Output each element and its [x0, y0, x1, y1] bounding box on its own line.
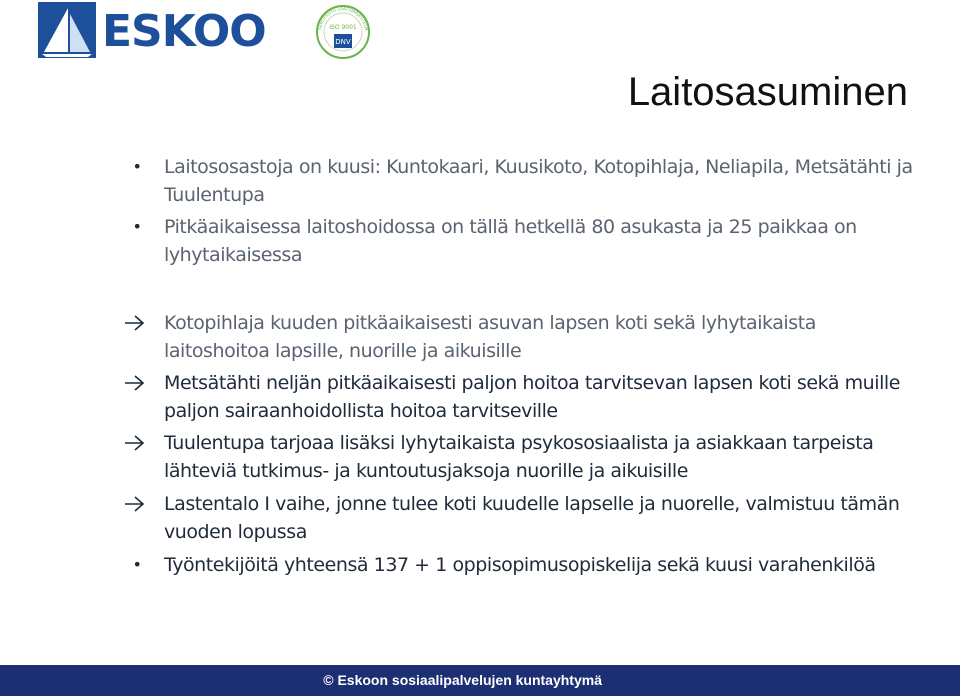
slide-title: Laitosasuminen: [627, 70, 908, 114]
right-arrow-icon: [124, 309, 146, 332]
bullet-text: Tuulentupa tarjoaa lisäksi lyhytaikaista psykososiaalista ja asiakkaan tarpeista lähteviä tutkimus- ja kuntoutusjaksoja nuorille ja aikuisille: [164, 432, 874, 482]
bullet-item: [132, 153, 924, 209]
cert-text: SERTIFIOITU LAATUJÄRJESTELM: [317, 5, 369, 31]
eskoo-logo: [38, 2, 266, 60]
arrow-item: [164, 429, 924, 485]
bullet-text: Työntekijöitä yhteensä 137 + 1 oppisopimusopiskelija sekä kuusi varahenkilöä: [164, 554, 876, 576]
brand-name: ESKOO: [102, 6, 266, 57]
bullet-text: Kotopihlaja kuuden pitkäaikaisesti asuvan lapsen koti sekä lyhytaikaista laitoshoitoa lapsille, nuorille ja aikuisille: [164, 312, 816, 362]
cert-org: DNV: [335, 38, 351, 46]
bullet-dot-icon: •: [132, 217, 142, 236]
bullet-text: Pitkäaikaisessa laitoshoidossa on tällä hetkellä 80 asukasta ja 25 paikkaa on lyhytaikaisessa: [164, 216, 857, 266]
bullet-text: Laitososastoja on kuusi: Kuntokaari, Kuusikoto, Kotopihlaja, Neliapila, Metsätähti ja Tuulentupa: [164, 156, 913, 206]
certification-badge-icon: [312, 4, 374, 60]
bullet-text: Metsätähti neljän pitkäaikaisesti paljon hoitoa tarvitsevan lapsen koti sekä muille paljon sairaanhoidollista hoitoa tarvitseville: [164, 372, 901, 422]
footer-copyright: © Eskoon sosiaalipalvelujen kuntayhtymä: [323, 672, 602, 688]
bullet-item: [132, 551, 924, 579]
sail-logo-icon: [38, 2, 96, 58]
cert-code: ISO 9001: [329, 24, 357, 31]
right-arrow-icon: [124, 369, 146, 392]
arrow-item: [164, 490, 924, 546]
bullet-text: Lastentalo I vaihe, jonne tulee koti kuudelle lapselle ja nuorelle, valmistuu tämän vuoden lopussa: [164, 493, 900, 543]
right-arrow-icon: [124, 490, 146, 513]
right-arrow-icon: [124, 429, 146, 452]
arrow-item: [164, 369, 924, 425]
bullet-item: [132, 213, 924, 269]
bullet-dot-icon: •: [132, 157, 142, 176]
arrow-item: [164, 309, 924, 365]
footer-bar: [0, 665, 960, 696]
bullet-dot-icon: •: [132, 555, 142, 574]
